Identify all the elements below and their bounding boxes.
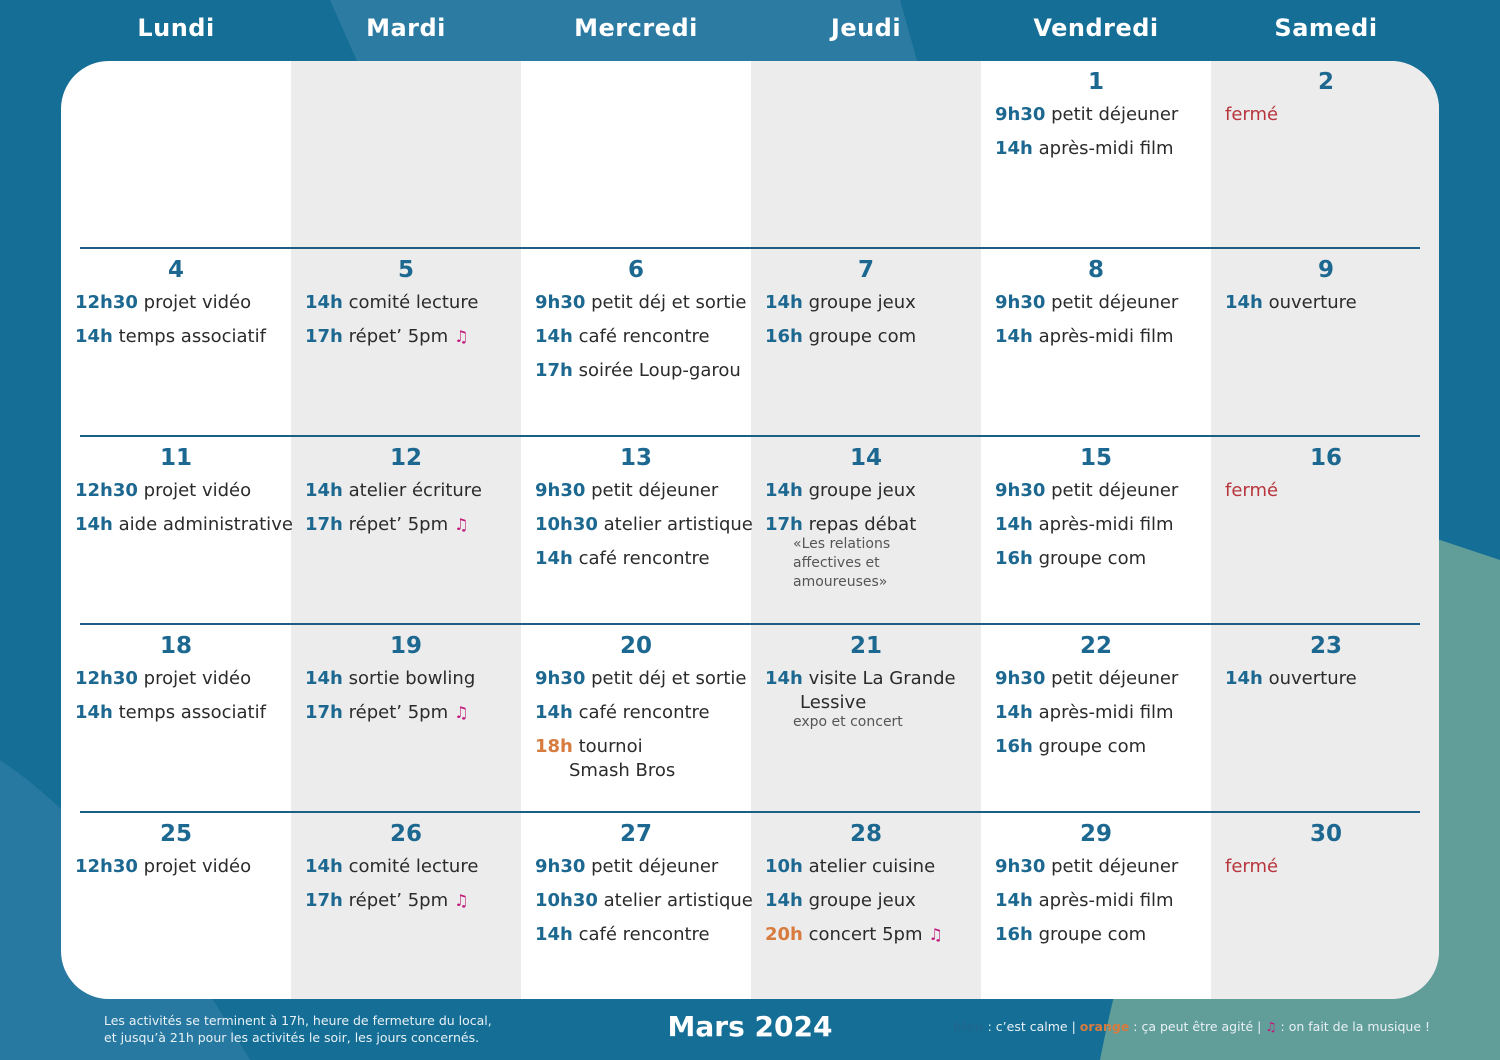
event-time: 10h30 xyxy=(535,890,598,911)
event-title: comité lecture xyxy=(348,856,479,877)
day-number: 18 xyxy=(159,633,192,659)
day-number: 13 xyxy=(619,445,652,471)
event-title: atelier artistique xyxy=(603,890,753,911)
event xyxy=(995,480,1178,502)
day-cell xyxy=(1211,437,1439,624)
weekday-label: Lundi xyxy=(137,14,215,42)
event-title: atelier écriture xyxy=(348,480,482,501)
event-title: café rencontre xyxy=(578,924,710,945)
day-number: 1 xyxy=(1087,69,1104,95)
day-number: 12 xyxy=(389,445,422,471)
legend-orange-text: : ça peut être agité xyxy=(1129,1019,1254,1034)
event-time: 9h30 xyxy=(535,668,586,689)
day-cell xyxy=(291,61,521,248)
day-cell xyxy=(521,437,751,624)
event-title: temps associatif xyxy=(118,702,266,723)
event xyxy=(75,514,293,536)
event-title: café rencontre xyxy=(578,702,710,723)
day-number: 8 xyxy=(1087,257,1104,283)
event-title: projet vidéo xyxy=(143,856,252,877)
event-title: petit déjeuner xyxy=(1051,668,1179,689)
event xyxy=(535,326,710,348)
event-time: 12h30 xyxy=(75,480,138,501)
day-number: 21 xyxy=(849,633,882,659)
event xyxy=(75,702,266,724)
weekday-label: Mercredi xyxy=(574,14,698,42)
event-time: 12h30 xyxy=(75,856,138,877)
event-title: ouverture xyxy=(1268,668,1357,689)
event-time: 9h30 xyxy=(535,480,586,501)
day-cell xyxy=(981,813,1211,999)
day-number: 29 xyxy=(1079,821,1112,847)
event-time: 16h xyxy=(995,548,1033,569)
event xyxy=(75,856,251,878)
day-number: 2 xyxy=(1317,69,1334,95)
event xyxy=(765,668,956,690)
event-time: 9h30 xyxy=(995,480,1046,501)
event xyxy=(305,514,468,536)
event-time: 16h xyxy=(995,736,1033,757)
event-title: répet’ 5pm xyxy=(348,702,449,723)
event-title: soirée Loup-garou xyxy=(578,360,741,381)
event-title: petit déjeuner xyxy=(1051,480,1179,501)
day-cell xyxy=(1211,625,1439,812)
event-title: groupe jeux xyxy=(808,480,916,501)
event xyxy=(995,924,1146,946)
legend-music-text: : on fait de la musique ! xyxy=(1276,1019,1430,1034)
day-cell xyxy=(751,249,981,436)
day-cell xyxy=(291,625,521,812)
event xyxy=(1225,668,1357,690)
event-title: aide administrative xyxy=(118,514,293,535)
event-title: ouverture xyxy=(1268,292,1357,313)
event-time: 14h xyxy=(765,292,803,313)
event-time: 12h30 xyxy=(75,668,138,689)
day-number: 22 xyxy=(1079,633,1112,659)
event-title-continued: Smash Bros xyxy=(569,760,676,781)
legend-blue-text: : c’est calme xyxy=(983,1019,1068,1034)
day-cell xyxy=(61,249,291,436)
event-title: repas débat xyxy=(808,514,917,535)
event-title: groupe com xyxy=(1038,736,1147,757)
weekday-label: Jeudi xyxy=(830,14,902,42)
event-time: 17h xyxy=(765,514,803,535)
event xyxy=(75,668,251,690)
day-number: 19 xyxy=(389,633,422,659)
day-cell xyxy=(521,61,751,248)
event-title: groupe jeux xyxy=(808,292,916,313)
event-time: 14h xyxy=(75,514,113,535)
event-title: concert 5pm xyxy=(808,924,923,945)
event-time: 14h xyxy=(305,856,343,877)
event xyxy=(995,702,1174,724)
event xyxy=(765,480,916,502)
event xyxy=(75,292,251,314)
event xyxy=(305,890,468,912)
event-title: sortie bowling xyxy=(348,668,476,689)
event xyxy=(995,326,1174,348)
event-time: 9h30 xyxy=(995,856,1046,877)
event-time: 16h xyxy=(995,924,1033,945)
day-cell xyxy=(1211,249,1439,436)
event-time: 9h30 xyxy=(535,292,586,313)
event xyxy=(995,890,1174,912)
event-title: après-midi film xyxy=(1038,702,1174,723)
event xyxy=(535,548,710,570)
event xyxy=(75,326,266,348)
event xyxy=(995,138,1174,160)
day-number: 27 xyxy=(619,821,652,847)
event xyxy=(995,548,1146,570)
event-title: petit déjeuner xyxy=(1051,856,1179,877)
event-title: après-midi film xyxy=(1038,890,1174,911)
event-title: visite La Grande xyxy=(808,668,956,689)
music-note-icon: ♫ xyxy=(454,327,469,346)
event-title: répet’ 5pm xyxy=(348,326,449,347)
event xyxy=(765,326,916,348)
footer-note-line2: et jusqu’à 21h pour les activités le soir, les jours concernés. xyxy=(104,1030,480,1045)
day-cell xyxy=(61,61,291,248)
music-note-icon: ♫ xyxy=(454,703,469,722)
event-title: groupe com xyxy=(1038,924,1147,945)
event-title: après-midi film xyxy=(1038,326,1174,347)
event-title: petit déj et sortie xyxy=(591,292,747,313)
event-time: 18h xyxy=(535,736,573,757)
event xyxy=(995,668,1178,690)
event-title: petit déjeuner xyxy=(591,480,719,501)
event xyxy=(535,668,746,690)
event xyxy=(535,514,753,536)
event-time: 14h xyxy=(1225,292,1263,313)
day-number: 25 xyxy=(159,821,192,847)
event xyxy=(765,924,943,946)
event-time: 17h xyxy=(305,514,343,535)
day-cell xyxy=(61,625,291,812)
day-cell xyxy=(521,813,751,999)
event xyxy=(305,668,475,690)
event-title: atelier cuisine xyxy=(808,856,936,877)
event xyxy=(1225,480,1278,502)
day-number: 6 xyxy=(627,257,644,283)
event-title: groupe com xyxy=(1038,548,1147,569)
day-number: 9 xyxy=(1317,257,1334,283)
day-number: 30 xyxy=(1309,821,1342,847)
event xyxy=(535,360,741,382)
event xyxy=(995,856,1178,878)
day-cell xyxy=(751,813,981,999)
closed-label: fermé xyxy=(1225,104,1279,125)
day-number: 14 xyxy=(849,445,882,471)
event-title: comité lecture xyxy=(348,292,479,313)
event-subtitle: «Les relations affectives et amoureuses» xyxy=(793,536,891,590)
music-note-icon: ♫ xyxy=(928,925,943,944)
event-time: 14h xyxy=(535,702,573,723)
day-number: 5 xyxy=(397,257,414,283)
event-title: café rencontre xyxy=(578,548,710,569)
event-time: 9h30 xyxy=(995,668,1046,689)
event xyxy=(305,702,468,724)
event-time: 14h xyxy=(75,702,113,723)
event-title: temps associatif xyxy=(118,326,266,347)
legend-separator: | xyxy=(1067,1019,1080,1034)
footer-note xyxy=(104,1012,524,1046)
event-time: 14h xyxy=(535,326,573,347)
event-time: 16h xyxy=(765,326,803,347)
event xyxy=(765,292,916,314)
event-time: 17h xyxy=(305,326,343,347)
event-title: projet vidéo xyxy=(143,480,252,501)
day-number: 20 xyxy=(619,633,652,659)
event-time: 14h xyxy=(995,890,1033,911)
event-time: 9h30 xyxy=(535,856,586,877)
event-title: café rencontre xyxy=(578,326,710,347)
legend xyxy=(953,1019,1430,1034)
event-time: 10h30 xyxy=(535,514,598,535)
event xyxy=(535,702,710,724)
event-time: 14h xyxy=(995,326,1033,347)
day-number: 16 xyxy=(1309,445,1342,471)
event xyxy=(75,480,251,502)
day-cell xyxy=(981,249,1211,436)
event xyxy=(535,924,710,946)
event xyxy=(1225,856,1278,878)
event-title: répet’ 5pm xyxy=(348,890,449,911)
day-number: 28 xyxy=(849,821,882,847)
event-time: 17h xyxy=(535,360,573,381)
event xyxy=(765,856,935,878)
event xyxy=(765,890,916,912)
event xyxy=(995,292,1178,314)
event-subtitle: expo et concert xyxy=(793,714,903,730)
weekday-label: Samedi xyxy=(1274,14,1378,42)
music-note-icon: ♫ xyxy=(1265,1019,1277,1034)
closed-label: fermé xyxy=(1225,480,1279,501)
event-title: après-midi film xyxy=(1038,138,1174,159)
event xyxy=(1225,104,1278,126)
legend-orange-word: orange xyxy=(1079,1019,1130,1034)
event-title: après-midi film xyxy=(1038,514,1174,535)
event-time: 9h30 xyxy=(995,104,1046,125)
event-time: 12h30 xyxy=(75,292,138,313)
event-time: 10h xyxy=(765,856,803,877)
event-time: 14h xyxy=(535,924,573,945)
calendar-grid xyxy=(61,61,1439,999)
event-time: 14h xyxy=(765,890,803,911)
weekday-label: Vendredi xyxy=(1033,14,1159,42)
event-title: répet’ 5pm xyxy=(348,514,449,535)
event-title: projet vidéo xyxy=(143,292,252,313)
event xyxy=(305,326,468,348)
calendar-title: Mars 2024 xyxy=(667,1010,833,1043)
music-note-icon: ♫ xyxy=(454,891,469,910)
day-cell xyxy=(1211,61,1439,248)
event-time: 17h xyxy=(305,890,343,911)
day-cell xyxy=(61,813,291,999)
event-time: 14h xyxy=(75,326,113,347)
event xyxy=(765,514,916,536)
day-number: 11 xyxy=(159,445,192,471)
day-cell xyxy=(61,437,291,624)
event-title: tournoi xyxy=(578,736,643,757)
event-time: 14h xyxy=(765,668,803,689)
event-title: groupe com xyxy=(808,326,917,347)
day-cell xyxy=(521,625,751,812)
event xyxy=(995,514,1174,536)
weekday-label: Mardi xyxy=(366,14,446,42)
event xyxy=(535,480,718,502)
day-cell xyxy=(981,437,1211,624)
day-cell xyxy=(291,813,521,999)
event-title: petit déj et sortie xyxy=(591,668,747,689)
event-time: 14h xyxy=(995,702,1033,723)
event xyxy=(305,480,482,502)
legend-separator: | xyxy=(1253,1019,1266,1034)
event xyxy=(305,856,478,878)
music-note-icon: ♫ xyxy=(454,515,469,534)
legend-blue-word: bleu xyxy=(953,1019,984,1034)
day-cell xyxy=(981,625,1211,812)
event-title: groupe jeux xyxy=(808,890,916,911)
day-cell xyxy=(751,61,981,248)
event xyxy=(535,856,718,878)
event-time: 14h xyxy=(765,480,803,501)
day-number: 4 xyxy=(167,257,184,283)
event-time: 14h xyxy=(305,480,343,501)
event-time: 20h xyxy=(765,924,803,945)
day-number: 23 xyxy=(1309,633,1342,659)
event-title: petit déjeuner xyxy=(1051,104,1179,125)
event-title: atelier artistique xyxy=(603,514,753,535)
event xyxy=(535,292,746,314)
day-number: 26 xyxy=(389,821,422,847)
day-cell xyxy=(521,249,751,436)
day-number: 15 xyxy=(1079,445,1112,471)
day-cell xyxy=(981,61,1211,248)
event xyxy=(995,736,1146,758)
event-time: 17h xyxy=(305,702,343,723)
day-cell xyxy=(751,625,981,812)
event-title-continued: Lessive xyxy=(800,692,867,713)
footer-note-line1: Les activités se terminent à 17h, heure de fermeture du local, xyxy=(104,1013,492,1028)
event-time: 14h xyxy=(305,292,343,313)
day-number: 7 xyxy=(857,257,874,283)
closed-label: fermé xyxy=(1225,856,1279,877)
event-time: 14h xyxy=(305,668,343,689)
event xyxy=(305,292,478,314)
event-time: 14h xyxy=(995,138,1033,159)
day-cell xyxy=(291,249,521,436)
event-title: petit déjeuner xyxy=(1051,292,1179,313)
event-title: projet vidéo xyxy=(143,668,252,689)
event xyxy=(995,104,1178,126)
event xyxy=(535,736,643,758)
day-cell xyxy=(751,437,981,624)
day-cell xyxy=(291,437,521,624)
event-time: 14h xyxy=(995,514,1033,535)
event-time: 14h xyxy=(1225,668,1263,689)
event xyxy=(535,890,753,912)
event xyxy=(1225,292,1357,314)
event-time: 14h xyxy=(535,548,573,569)
event-time: 9h30 xyxy=(995,292,1046,313)
day-cell xyxy=(1211,813,1439,999)
event-title: petit déjeuner xyxy=(591,856,719,877)
